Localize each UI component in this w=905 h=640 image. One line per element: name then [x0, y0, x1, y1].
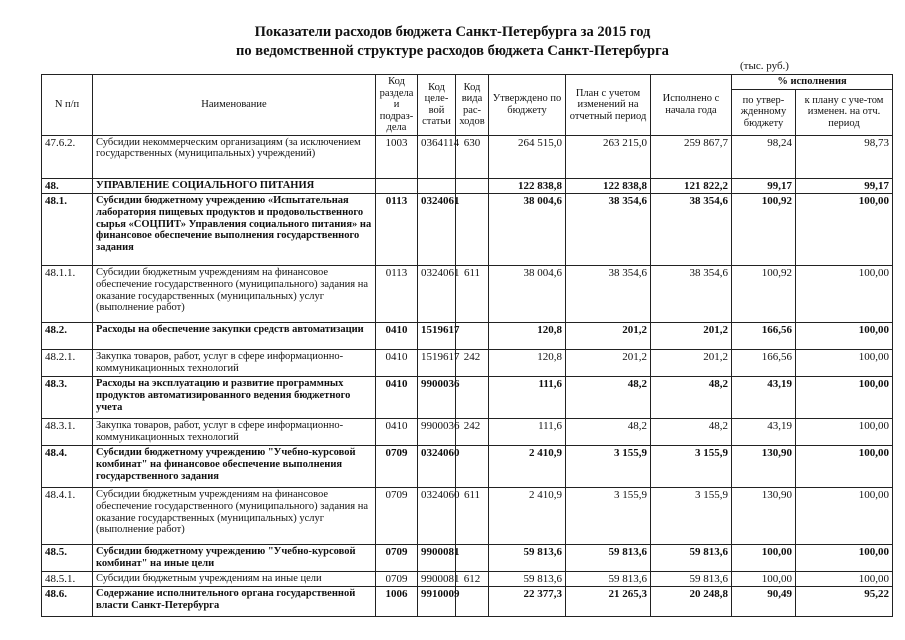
- row-name: Закупка товаров, работ, услуг в сфере информационно-коммуникационных технологий: [93, 350, 376, 377]
- row-pct-budget: 130,90: [732, 488, 796, 545]
- row-plan: 3 155,9: [566, 446, 651, 488]
- row-num: 48.3.: [42, 377, 93, 419]
- row-done: 59 813,6: [651, 571, 732, 586]
- row-statya: 9910009: [418, 586, 456, 616]
- header-razdel: Код раздела и подраз-дела: [376, 75, 418, 136]
- table-row: [42, 135, 893, 178]
- row-statya: 1519617: [418, 323, 456, 350]
- row-pct-plan: 100,00: [796, 194, 893, 266]
- row-approved: 120,8: [489, 323, 566, 350]
- header-pct-plan: к плану с уче-том изменен. на отч. период: [796, 89, 893, 135]
- row-razdel: 1003: [376, 135, 418, 178]
- header-name: Наименование: [93, 75, 376, 136]
- row-approved: 264 515,0: [489, 135, 566, 178]
- units-label: (тыс. руб.): [740, 60, 789, 72]
- row-pct-plan: 100,00: [796, 545, 893, 572]
- row-razdel: 0410: [376, 419, 418, 446]
- row-plan: 122 838,8: [566, 178, 651, 193]
- row-razdel: 0410: [376, 323, 418, 350]
- row-razdel: 1006: [376, 586, 418, 616]
- row-done: 48,2: [651, 419, 732, 446]
- row-statya: [418, 178, 456, 193]
- row-name: Субсидии некоммерческим организациям (за исключением государственных (муниципальных) учреждений): [93, 135, 376, 178]
- row-num: 48.4.: [42, 446, 93, 488]
- row-plan: 48,2: [566, 419, 651, 446]
- row-num: 48.2.: [42, 323, 93, 350]
- document-title-line2: по ведомственной структуре расходов бюджета Санкт-Петербурга: [236, 43, 669, 59]
- row-pct-plan: 100,00: [796, 377, 893, 419]
- table-row: [42, 446, 893, 488]
- table-row: [42, 350, 893, 377]
- row-vid: 612: [456, 571, 489, 586]
- row-approved: 122 838,8: [489, 178, 566, 193]
- budget-table: [41, 74, 893, 617]
- row-pct-plan: 100,00: [796, 419, 893, 446]
- row-vid: [456, 178, 489, 193]
- row-plan: 21 265,3: [566, 586, 651, 616]
- row-approved: 120,8: [489, 350, 566, 377]
- row-plan: 3 155,9: [566, 488, 651, 545]
- row-vid: 630: [456, 135, 489, 178]
- row-razdel: [376, 178, 418, 193]
- row-num: 48.1.1.: [42, 266, 93, 323]
- row-pct-budget: 166,56: [732, 350, 796, 377]
- row-name: Содержание исполнительного органа государственной власти Санкт-Петербурга: [93, 586, 376, 616]
- table-row: [42, 266, 893, 323]
- row-done: 3 155,9: [651, 488, 732, 545]
- row-num: 48.4.1.: [42, 488, 93, 545]
- row-done: 3 155,9: [651, 446, 732, 488]
- header-statya: Код целе-вой статьи: [418, 75, 456, 136]
- row-pct-budget: 166,56: [732, 323, 796, 350]
- row-pct-budget: 99,17: [732, 178, 796, 193]
- row-razdel: 0113: [376, 266, 418, 323]
- row-statya: 0324061: [418, 194, 456, 266]
- row-plan: 263 215,0: [566, 135, 651, 178]
- row-name: Субсидии бюджетным учреждениям на финансовое обеспечение государственного (муниципального) задания на оказание государственных (муниципальных) услуг (выполнение работ): [93, 266, 376, 323]
- row-vid: 242: [456, 419, 489, 446]
- table-row: [42, 586, 893, 616]
- row-done: 48,2: [651, 377, 732, 419]
- row-vid: [456, 586, 489, 616]
- row-name: Субсидии бюджетному учреждению «Испытательная лаборатория пищевых продуктов и продовольственного сырья «СОЦПИТ» Управления социального питания» на финансовое обеспечение выполнения государственного задания: [93, 194, 376, 266]
- row-done: 38 354,6: [651, 266, 732, 323]
- row-razdel: 0709: [376, 446, 418, 488]
- row-approved: 38 004,6: [489, 194, 566, 266]
- row-pct-budget: 90,49: [732, 586, 796, 616]
- row-pct-plan: 99,17: [796, 178, 893, 193]
- table-row: [42, 194, 893, 266]
- row-statya: 0324060: [418, 488, 456, 545]
- row-num: 48.1.: [42, 194, 93, 266]
- row-pct-budget: 100,92: [732, 266, 796, 323]
- header-pct: % исполнения: [732, 75, 893, 90]
- row-approved: 111,6: [489, 419, 566, 446]
- row-num: 48.2.1.: [42, 350, 93, 377]
- row-razdel: 0113: [376, 194, 418, 266]
- row-pct-budget: 130,90: [732, 446, 796, 488]
- row-plan: 38 354,6: [566, 266, 651, 323]
- row-statya: 0324060: [418, 446, 456, 488]
- row-plan: 48,2: [566, 377, 651, 419]
- row-razdel: 0709: [376, 571, 418, 586]
- row-statya: 1519617: [418, 350, 456, 377]
- row-name: Субсидии бюджетным учреждениям на иные цели: [93, 571, 376, 586]
- row-vid: [456, 377, 489, 419]
- row-done: 59 813,6: [651, 545, 732, 572]
- row-pct-plan: 100,00: [796, 571, 893, 586]
- row-pct-budget: 43,19: [732, 419, 796, 446]
- row-statya: 9900081: [418, 571, 456, 586]
- row-pct-plan: 100,00: [796, 266, 893, 323]
- row-vid: [456, 194, 489, 266]
- row-approved: 59 813,6: [489, 545, 566, 572]
- row-plan: 59 813,6: [566, 571, 651, 586]
- row-vid: [456, 545, 489, 572]
- header-pct-budget: по утвер-жденному бюджету: [732, 89, 796, 135]
- row-statya: 0324061: [418, 266, 456, 323]
- table-row: [42, 545, 893, 572]
- row-pct-budget: 43,19: [732, 377, 796, 419]
- row-statya: 9900081: [418, 545, 456, 572]
- row-plan: 201,2: [566, 323, 651, 350]
- row-vid: 242: [456, 350, 489, 377]
- row-name: Расходы на эксплуатацию и развитие программных продуктов автоматизированного ведения бюджетного учета: [93, 377, 376, 419]
- row-plan: 38 354,6: [566, 194, 651, 266]
- row-num: 48.: [42, 178, 93, 193]
- row-num: 48.5.: [42, 545, 93, 572]
- row-pct-budget: 100,00: [732, 571, 796, 586]
- row-approved: 22 377,3: [489, 586, 566, 616]
- document-title-line1: Показатели расходов бюджета Санкт-Петербурга за 2015 год: [254, 24, 651, 40]
- row-razdel: 0709: [376, 545, 418, 572]
- row-num: 47.6.2.: [42, 135, 93, 178]
- row-approved: 59 813,6: [489, 571, 566, 586]
- row-pct-plan: 98,73: [796, 135, 893, 178]
- row-done: 201,2: [651, 323, 732, 350]
- row-pct-budget: 98,24: [732, 135, 796, 178]
- row-approved: 38 004,6: [489, 266, 566, 323]
- row-done: 201,2: [651, 350, 732, 377]
- table-row: [42, 571, 893, 586]
- row-name: Субсидии бюджетным учреждениям на финансовое обеспечение государственного (муниципального) задания на оказание государственных (муниципальных) услуг (выполнение работ): [93, 488, 376, 545]
- row-num: 48.3.1.: [42, 419, 93, 446]
- table-row: [42, 377, 893, 419]
- row-vid: [456, 323, 489, 350]
- row-approved: 2 410,9: [489, 446, 566, 488]
- row-pct-plan: 100,00: [796, 350, 893, 377]
- row-statya: 0364114: [418, 135, 456, 178]
- header-done: Исполнено с начала года: [651, 75, 732, 136]
- row-razdel: 0410: [376, 350, 418, 377]
- row-done: 121 822,2: [651, 178, 732, 193]
- table-body: [42, 135, 893, 616]
- row-name: Субсидии бюджетному учреждению "Учебно-курсовой комбинат" на финансовое обеспечение выполнения государственного задания: [93, 446, 376, 488]
- header-plan: План с учетом изменений на отчетный период: [566, 75, 651, 136]
- row-name: Субсидии бюджетному учреждению "Учебно-курсовой комбинат" на иные цели: [93, 545, 376, 572]
- row-plan: 201,2: [566, 350, 651, 377]
- row-done: 20 248,8: [651, 586, 732, 616]
- row-pct-budget: 100,92: [732, 194, 796, 266]
- row-pct-plan: 100,00: [796, 488, 893, 545]
- row-name: Закупка товаров, работ, услуг в сфере информационно-коммуникационных технологий: [93, 419, 376, 446]
- row-pct-plan: 100,00: [796, 323, 893, 350]
- table-row: [42, 419, 893, 446]
- row-approved: 2 410,9: [489, 488, 566, 545]
- row-statya: 9900036: [418, 377, 456, 419]
- table-row: [42, 178, 893, 193]
- table-row: [42, 323, 893, 350]
- row-done: 38 354,6: [651, 194, 732, 266]
- row-pct-plan: 100,00: [796, 446, 893, 488]
- row-done: 259 867,7: [651, 135, 732, 178]
- row-name: УПРАВЛЕНИЕ СОЦИАЛЬНОГО ПИТАНИЯ: [93, 178, 376, 193]
- row-num: 48.6.: [42, 586, 93, 616]
- row-statya: 9900036: [418, 419, 456, 446]
- row-pct-plan: 95,22: [796, 586, 893, 616]
- table-row: [42, 488, 893, 545]
- row-num: 48.5.1.: [42, 571, 93, 586]
- row-pct-budget: 100,00: [732, 545, 796, 572]
- row-approved: 111,6: [489, 377, 566, 419]
- row-vid: 611: [456, 266, 489, 323]
- row-razdel: 0410: [376, 377, 418, 419]
- row-vid: 611: [456, 488, 489, 545]
- row-vid: [456, 446, 489, 488]
- header-approved: Утверждено по бюджету: [489, 75, 566, 136]
- row-plan: 59 813,6: [566, 545, 651, 572]
- row-razdel: 0709: [376, 488, 418, 545]
- row-name: Расходы на обеспечение закупки средств автоматизации: [93, 323, 376, 350]
- header-num: N п/п: [42, 75, 93, 136]
- header-vid: Код вида рас-ходов: [456, 75, 489, 136]
